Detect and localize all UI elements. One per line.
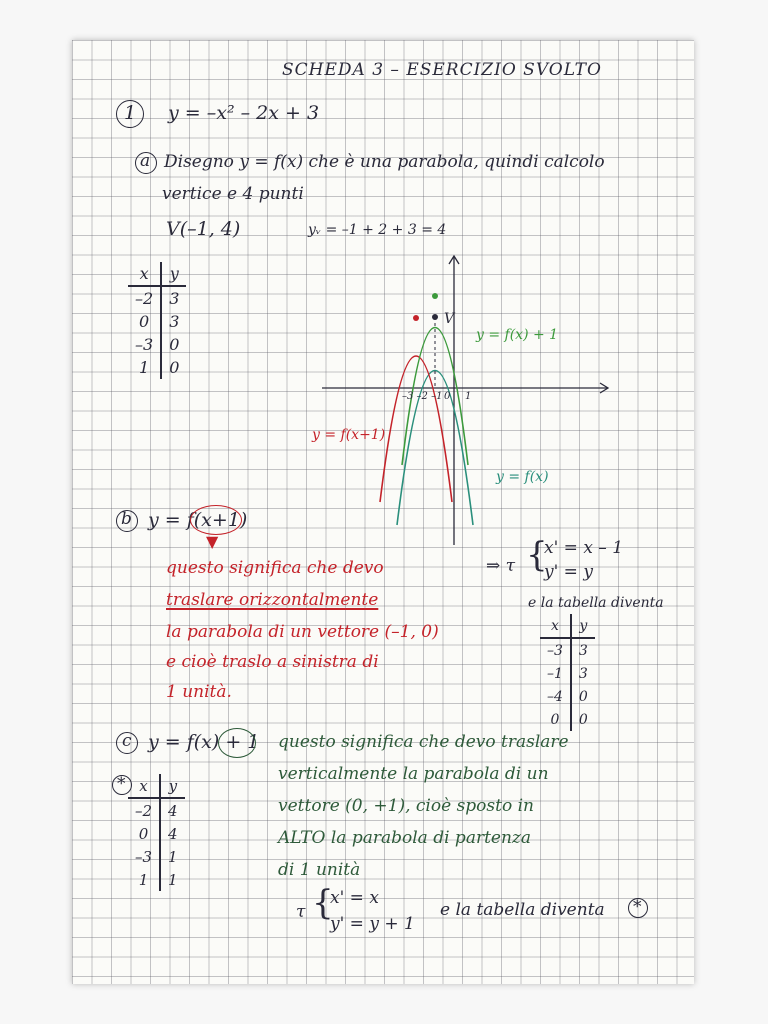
graph-tick-0: 0 bbox=[444, 391, 451, 402]
table-row bbox=[128, 333, 186, 356]
exercise-number: 1 bbox=[124, 102, 137, 124]
table-f bbox=[128, 262, 186, 379]
table-cell: –1 bbox=[540, 662, 571, 685]
part-b-highlight-circle bbox=[190, 505, 242, 535]
part-b-explanation-1: questo significa che devo bbox=[166, 558, 384, 578]
table-header-y: y bbox=[161, 262, 186, 286]
table-header-row bbox=[128, 262, 186, 286]
part-c-transform-x: x' = x bbox=[330, 888, 379, 908]
vertex-point-up bbox=[432, 293, 438, 299]
part-a-text-line2: vertice e 4 punti bbox=[162, 184, 304, 204]
part-b-explanation-2: traslare orizzontalmente bbox=[166, 590, 379, 610]
table-cell: –3 bbox=[540, 638, 571, 662]
part-c-transform-y: y' = y + 1 bbox=[330, 914, 415, 934]
part-c-explanation-1: questo significa che devo traslare bbox=[278, 732, 569, 752]
worksheet-title: SCHEDA 3 – ESERCIZIO SVOLTO bbox=[282, 60, 602, 80]
table-cell: 0 bbox=[578, 688, 588, 705]
part-b-transform-y: y' = y bbox=[544, 562, 593, 582]
exercise-function: y = –x² – 2x + 3 bbox=[168, 102, 320, 124]
table-row bbox=[540, 708, 595, 731]
table-cell: 3 bbox=[169, 312, 180, 331]
curve-f-shifted-left bbox=[380, 356, 452, 502]
table-cell: 0 bbox=[128, 822, 160, 845]
part-c-explanation-5: di 1 unità bbox=[278, 860, 361, 880]
table-cell: –2 bbox=[128, 286, 161, 310]
part-b-transform-arrow: ⇒ τ bbox=[486, 556, 516, 576]
graph-label-f-plus-1: y = f(x) + 1 bbox=[476, 327, 559, 343]
table-row bbox=[128, 798, 185, 822]
part-c-explanation-2: verticalmente la parabola di un bbox=[278, 764, 549, 784]
vertex-y-calculation: yᵥ = –1 + 2 + 3 = 4 bbox=[308, 222, 447, 238]
part-b-explanation-4: e cioè traslo a sinistra di bbox=[166, 652, 379, 672]
part-c-star-right: * bbox=[633, 897, 642, 917]
table-cell: 0 bbox=[128, 310, 161, 333]
table-row bbox=[128, 310, 186, 333]
vertex-point-shift bbox=[413, 315, 419, 321]
table-cell: 1 bbox=[168, 847, 178, 866]
table-cell: 3 bbox=[169, 289, 180, 308]
table-cell: 1 bbox=[168, 870, 178, 889]
graph-label-f-shift: y = f(x+1) bbox=[312, 427, 386, 443]
table-row bbox=[540, 662, 595, 685]
part-c-highlight-circle bbox=[218, 728, 256, 758]
table-header-row bbox=[540, 614, 595, 638]
table-cell: 0 bbox=[169, 358, 180, 377]
table-cell: 1 bbox=[128, 356, 161, 379]
part-c-star-left: * bbox=[117, 774, 126, 794]
table-row bbox=[540, 685, 595, 708]
part-c-label: c bbox=[122, 731, 132, 751]
part-b-label: b bbox=[121, 509, 132, 529]
part-b-arrow-down: ▼ bbox=[206, 532, 219, 551]
table-f-up bbox=[128, 774, 185, 891]
part-b-table-caption: e la tabella diventa bbox=[528, 595, 664, 611]
table-f-shift bbox=[540, 614, 595, 731]
part-b-transform-x: x' = x – 1 bbox=[544, 538, 624, 558]
part-c-explanation-3: vettore (0, +1), cioè sposto in bbox=[278, 796, 534, 816]
table-header-row bbox=[128, 774, 185, 798]
table-cell: 3 bbox=[578, 665, 588, 682]
table-cell: 1 bbox=[128, 868, 160, 891]
graph-tick-negatives: –3 –2 –1 bbox=[402, 391, 443, 402]
graph-label-f: y = f(x) bbox=[496, 469, 549, 485]
table-cell: –4 bbox=[540, 685, 571, 708]
axis-y bbox=[449, 256, 459, 545]
table-cell: 4 bbox=[168, 801, 178, 820]
table-row bbox=[128, 845, 185, 868]
table-cell: –3 bbox=[128, 333, 161, 356]
table-row bbox=[128, 868, 185, 891]
table-cell: –2 bbox=[128, 798, 160, 822]
table-header-x: x bbox=[128, 262, 161, 286]
table-cell: 0 bbox=[540, 708, 571, 731]
part-c-table-caption: e la tabella diventa bbox=[440, 900, 605, 920]
table-row bbox=[540, 638, 595, 662]
part-b-function: y = f(x+1) bbox=[148, 509, 248, 531]
table-row bbox=[128, 356, 186, 379]
table-cell: 0 bbox=[578, 711, 588, 728]
table-cell: 3 bbox=[578, 642, 588, 659]
table-row bbox=[128, 822, 185, 845]
table-cell: –3 bbox=[128, 845, 160, 868]
grid-paper-sheet bbox=[72, 40, 694, 984]
table-header-y: y bbox=[571, 614, 595, 638]
part-c-transform-symbol: τ bbox=[296, 902, 306, 922]
part-a-text-line1: Disegno y = f(x) che è una parabola, quindi calcolo bbox=[164, 152, 605, 172]
part-b-explanation-3: la parabola di un vettore (–1, 0) bbox=[166, 622, 439, 642]
graph-tick-1: 1 bbox=[465, 391, 472, 402]
part-b-brace: { bbox=[526, 535, 548, 575]
table-row bbox=[128, 286, 186, 310]
table-header-x: x bbox=[540, 614, 571, 638]
graph-label-vertex: V bbox=[444, 311, 455, 327]
part-c-explanation-4: ALTO la parabola di partenza bbox=[278, 828, 532, 848]
parabola-graph bbox=[302, 250, 622, 550]
part-c-brace: { bbox=[312, 883, 334, 923]
part-b-explanation-5: 1 unità. bbox=[166, 682, 232, 702]
table-cell: 4 bbox=[168, 824, 178, 843]
vertex-label: V(–1, 4) bbox=[166, 218, 241, 240]
part-c-function: y = f(x) + 1 bbox=[148, 731, 260, 753]
table-header-y: y bbox=[160, 774, 185, 798]
table-header-x: x bbox=[128, 774, 160, 798]
part-a-label: a bbox=[140, 151, 151, 171]
table-cell: 0 bbox=[169, 335, 180, 354]
